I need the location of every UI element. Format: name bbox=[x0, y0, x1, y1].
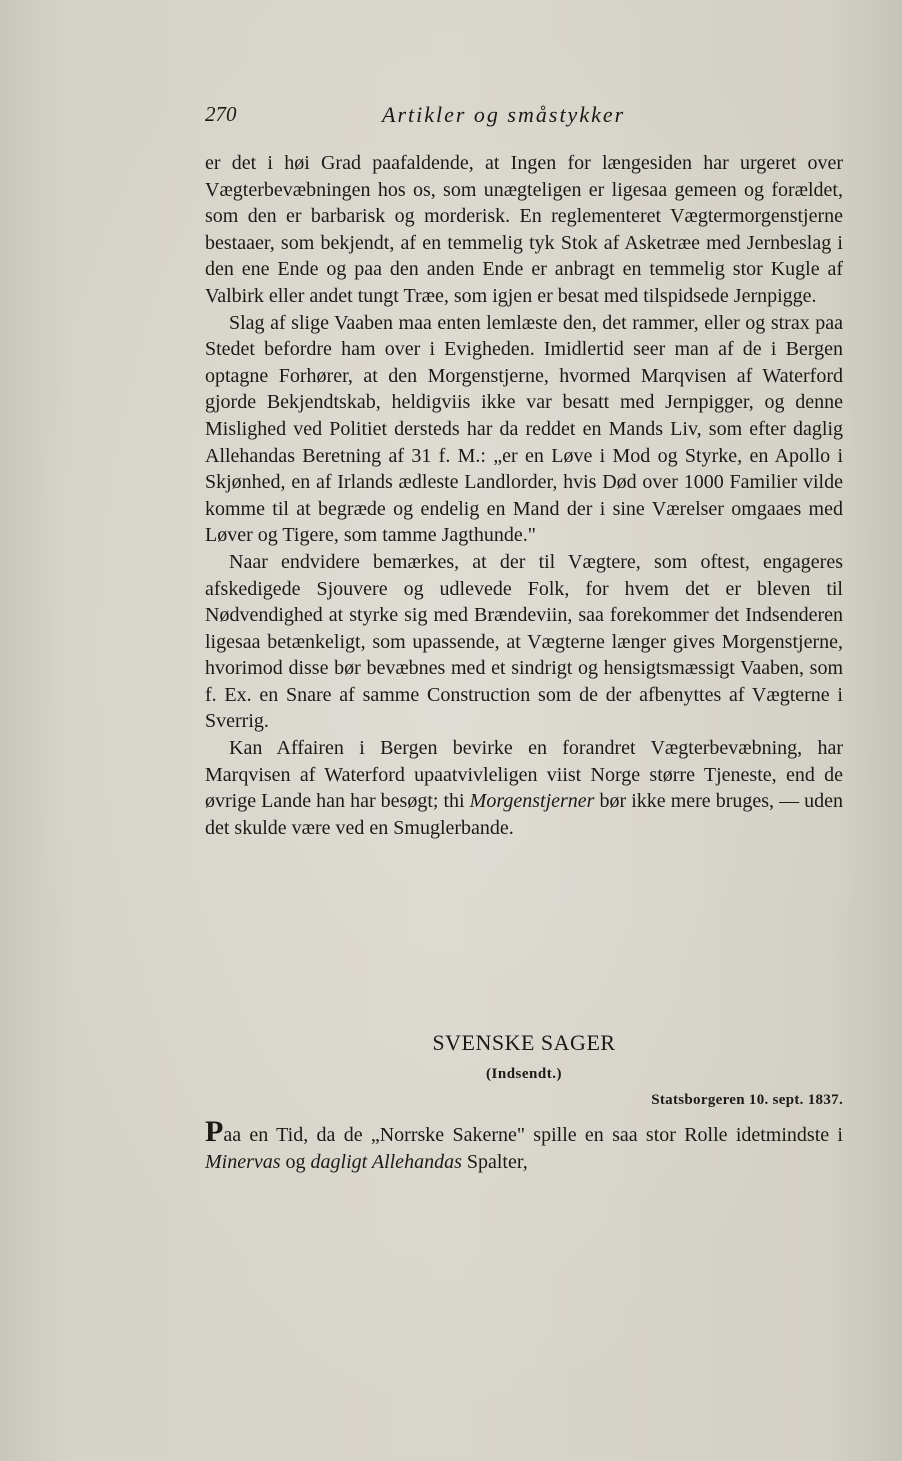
opening-text-1: aa en Tid, da de „Norrske Sakerne" spille en saa stor Rolle idetmindste i bbox=[223, 1124, 843, 1146]
page-number: 270 bbox=[205, 102, 237, 126]
paragraph-4-end: bør ikke mere bruges, — uden det skulde være ved en Smuglerbande. bbox=[205, 790, 843, 839]
opening-text-2: og bbox=[280, 1150, 311, 1173]
section-source: Statsborgeren 10. sept. 1837. bbox=[651, 1092, 843, 1108]
opening-italic-1: Minervas bbox=[205, 1150, 281, 1173]
section-note: (Indsendt.) bbox=[486, 1066, 562, 1082]
section-heading bbox=[205, 1030, 843, 1109]
paragraph-4 bbox=[205, 735, 843, 841]
section-title: SVENSKE SAGER bbox=[432, 1030, 616, 1055]
paragraph-2: Slag af slige Vaaben maa enten lemlæste den, det rammer, eller og strax paa Stedet befordre ham over i Evigheden. Imidlertid seer man af de i Bergen optagne Forhører, at den Morgenstjerne, hvormed Marqvisen af Waterford gjorde Bekjendtskab, heldigviis ikke var besatt med Jernpigger, og denne Mislighed ved Politiet dersteds har da reddet en Mands Liv, som efter daglig Allehandas Beretning af 31 f. M.: „er en Løve i Mod og Styrke, en Apollo i Skjønhed, en af Irlands ædleste Landlorder, hvis Død over 1000 Familier vilde komme til at begræde og endelig en Mand der i sine Værelser omgaaes med Løver og Tigere, som tamme Jagthunde." bbox=[205, 311, 843, 547]
page-header bbox=[205, 100, 845, 134]
paragraph-3: Naar endvidere bemærkes, at der til Vægtere, som oftest, engageres afskedigede Sjouvere og udlevede Folk, for hvem det er bleven til Nødvendighed at styrke sig med Brændeviin, saa forekommer det Indsenderen ligesaa betænkeligt, som upassende, at Vægterne længer gives Morgenstjerne, hvorimod disse bør bevæbnes med et sindrigt og hensigtsmæssigt Vaaben, som f. Ex. en Snare af samme Construction som de der afbenyttes af Vægterne i Sverrig. bbox=[205, 550, 843, 733]
opening-text-3: Spalter, bbox=[461, 1150, 528, 1173]
article-body bbox=[205, 150, 843, 841]
section-opening-paragraph bbox=[205, 1115, 843, 1175]
paragraph-4-text: Kan Affairen i Bergen bevirke en forandret Vægterbevæbning, har Marqvisen af Waterford upaatvivleligen viist Norge større Tjeneste, end de øvrige Lande han har besøgt; thi bbox=[205, 737, 843, 813]
paragraph-4-italic: Morgenstjerner bbox=[469, 790, 595, 813]
opening-italic-2: dagligt Allehandas bbox=[310, 1150, 462, 1173]
drop-cap: P bbox=[205, 1115, 224, 1148]
running-title: Artikler og småstykker bbox=[382, 102, 626, 127]
paragraph-1: er det i høi Grad paafaldende, at Ingen for længesiden har urgeret over Vægterbevæbningen hos os, som unægteligen er ligesaa gemeen og forældet, som den er barbarisk og morderisk. En reglementeret Vægtermorgenstjerne bestaaer, som bekjendt, af en temmelig tyk Stok af Asketræe med Jernbeslag i den ene Ende og paa den anden Ende er anbragt en temmelig stor Kugle af Valbirk eller andet tungt Træe, som igjen er besat med tilspidsede Jernpigge. bbox=[205, 152, 843, 307]
